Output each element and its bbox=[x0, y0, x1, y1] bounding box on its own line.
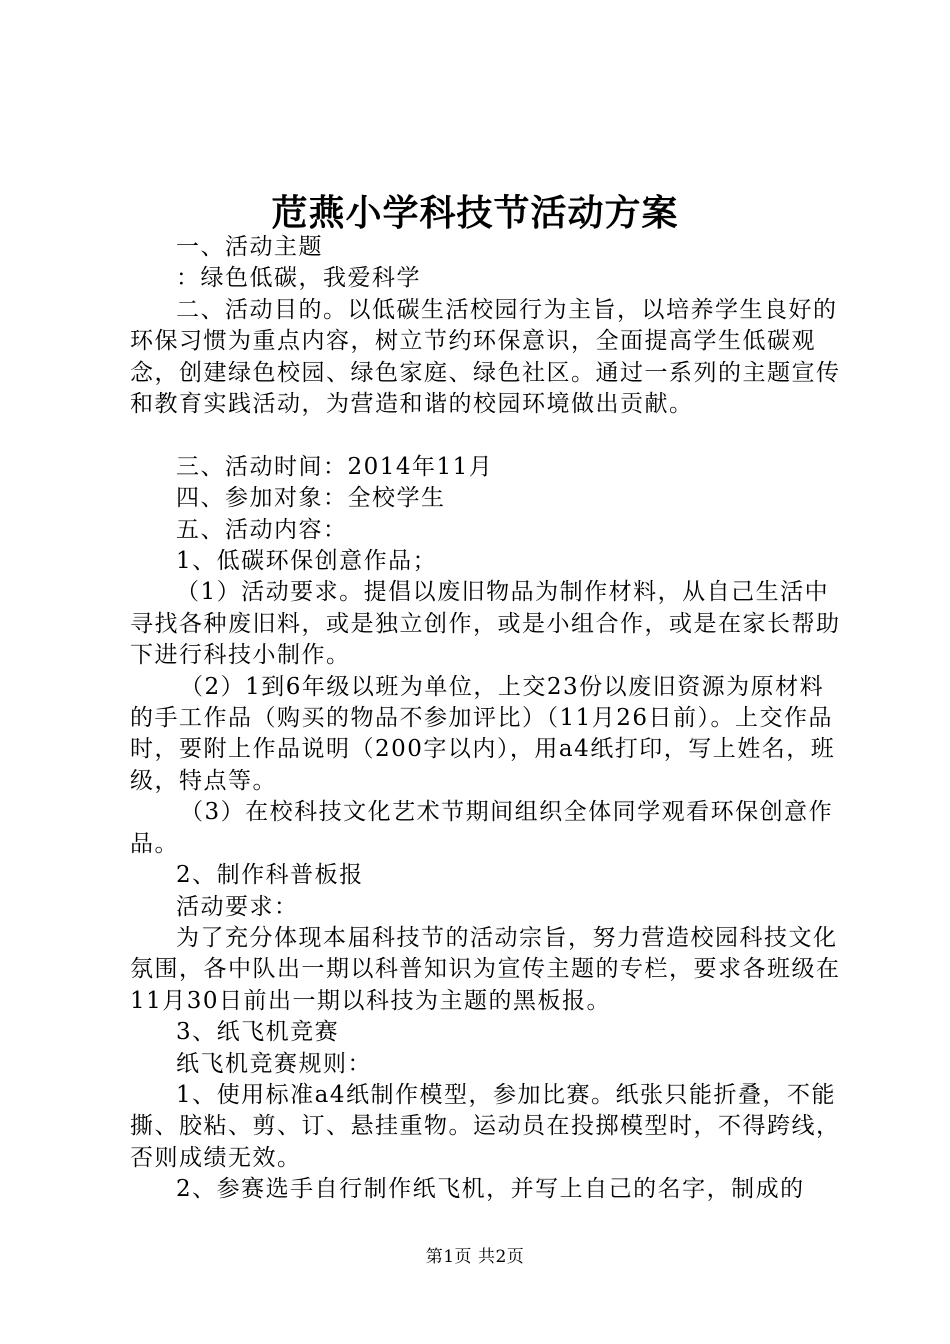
paragraph-item-1-3: （3）在校科技文化艺术节期间组织全体同学观看环保创意作品。 bbox=[130, 799, 834, 857]
blank-line bbox=[130, 420, 842, 451]
paragraph-item-1-1: （1）活动要求。提倡以废旧物品为制作材料，从自己生活中寻找各种废旧料，或是独立创作，或是小组合作，或是在家长帮助下进行科技小制作。 bbox=[130, 579, 841, 669]
paragraph-rules-heading: 纸飞机竞赛规则： bbox=[176, 1050, 372, 1077]
page-footer: 第1页 共2页 bbox=[425, 1247, 525, 1267]
section-heading-content: 五、活动内容： bbox=[176, 516, 348, 543]
item-heading-3: 3、纸飞机竞赛 bbox=[176, 1019, 340, 1046]
document-body bbox=[130, 232, 842, 1206]
paragraph-participants: 四、参加对象：全校学生 bbox=[176, 485, 446, 512]
paragraph-purpose: 二、活动目的。以低碳生活校园行为主旨，以培养学生良好的环保习惯为重点内容，树立节约环保意识，全面提高学生低碳观念，创建绿色校园、绿色家庭、绿色社区。通过一系列的主题宣传和教育实践活动，为营造和谐的校园环境做出贡献。 bbox=[130, 296, 841, 418]
item-heading-1: 1、低碳环保创意作品； bbox=[176, 548, 438, 575]
paragraph-item-1-2: （2）1到6年级以班为单位，上交23份以废旧资源为原材料的手工作品（购买的物品不参加评比）（11月26日前）。上交作品时，要附上作品说明（200字以内），用a4纸打印，写上姓名，班级，特点等。 bbox=[130, 673, 836, 794]
paragraph-activity-requirements: 活动要求： bbox=[176, 893, 299, 920]
paragraph-theme: ：绿色低碳，我爱科学 bbox=[176, 265, 421, 292]
paragraph-item-2: 为了充分体现本届科技节的活动宗旨，努力营造校园科技文化氛围，各中队出一期以科普知识为宣传主题的专栏，要求各班级在11月30日前出一期以科技为主题的黑板报。 bbox=[130, 924, 841, 1014]
item-heading-2: 2、制作科普板报 bbox=[176, 862, 364, 889]
paragraph-rule-1: 1、使用标准a4纸制作模型，参加比赛。纸张只能折叠，不能撕、胶粘、剪、订、悬挂重物。运动员在投掷模型时，不得跨线，否则成绩无效。 bbox=[130, 1081, 841, 1171]
document-title: 苊燕小学科技节活动方案 bbox=[271, 192, 679, 234]
paragraph-rule-2: 2、参赛选手自行制作纸飞机，并写上自己的名字，制成的 bbox=[176, 1176, 805, 1203]
paragraph-time: 三、活动时间：2014年11月 bbox=[176, 453, 494, 480]
section-heading-theme: 一、活动主题 bbox=[176, 234, 323, 260]
